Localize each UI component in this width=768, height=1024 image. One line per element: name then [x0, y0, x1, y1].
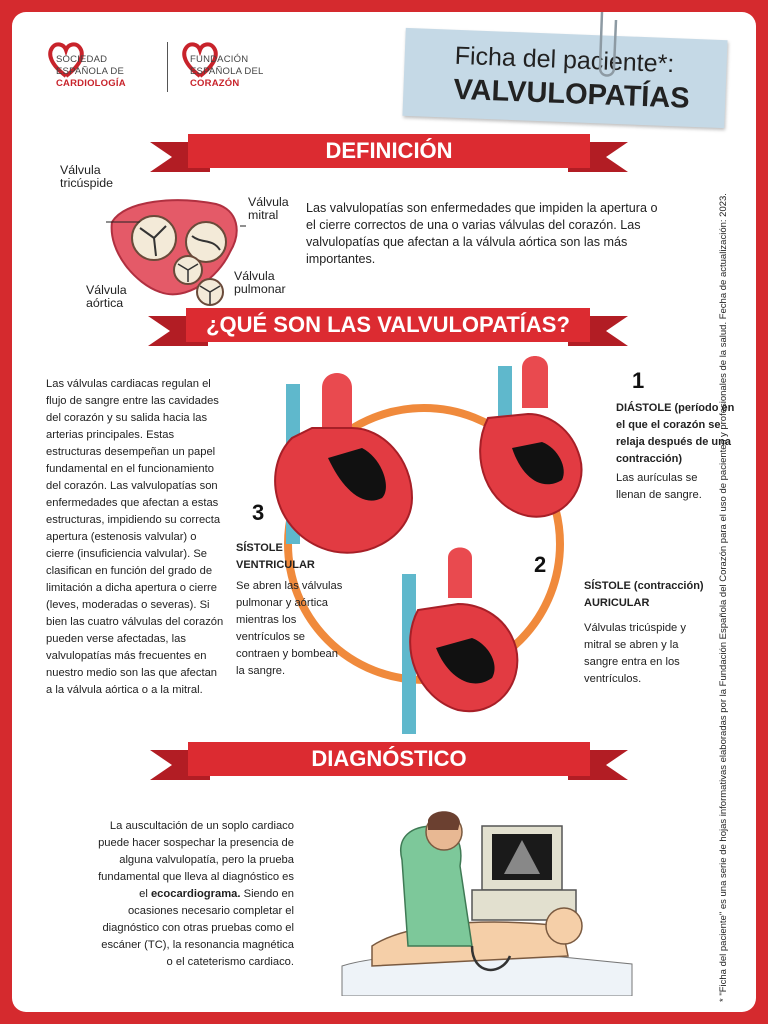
phase-3-title: SÍSTOLE VENTRICULAR	[236, 542, 315, 571]
label-tricuspide: Válvula tricúspide	[60, 163, 114, 190]
heart-diastole-icon	[480, 356, 581, 517]
diagnostico-heading: DIAGNÓSTICO	[188, 742, 590, 776]
fec-logo-line3: CORAZÓN	[190, 78, 240, 89]
sec-logo	[46, 40, 126, 90]
diagnostico-banner	[188, 742, 590, 780]
footnote: * "Ficha del paciente" es una serie de hojas informativas elaboradas por la Fundación Española del Corazón para el uso de pacientes y profesionales de la salud. Fecha de actualización: 2023.	[718, 193, 729, 1002]
sec-logo-line3: CARDIOLOGÍA	[56, 78, 126, 89]
fec-logo-line1: FUNDACIÓN	[190, 54, 249, 65]
label-mitral: Válvula mitral	[248, 195, 289, 222]
heart-systole-auricular-icon	[402, 548, 517, 735]
phase-3-number: 3	[252, 500, 265, 525]
fec-logo-line2: ESPAÑOLA DEL	[190, 66, 264, 77]
fact-sheet-page	[12, 12, 756, 1012]
label-pulmonar: Válvula pulmonar	[234, 269, 286, 296]
definition-text: Las valvulopatías son enfermedades que impiden la apertura o el cierre correctos de una o varias válvulas del corazón. Las valvulopatías que afectan a la válvula aórtica son las más importantes.	[306, 201, 658, 266]
sec-logo-line2: ESPAÑOLA DE	[56, 66, 125, 77]
phase-2-number: 2	[534, 552, 547, 577]
phase-2-title: SÍSTOLE (contracción) AURICULAR	[584, 580, 704, 609]
title-line1: Ficha del paciente*:	[454, 41, 675, 79]
definicion-banner	[188, 134, 590, 172]
echocardiogram-illustration	[332, 796, 642, 996]
que-son-banner	[186, 308, 590, 346]
fec-logo	[180, 40, 264, 90]
title-line2: VALVULOPATÍAS	[452, 73, 691, 115]
paperclip-icon	[590, 12, 620, 86]
que-son-heading: ¿QUÉ SON LAS VALVULOPATÍAS?	[186, 308, 590, 342]
phase-1-title: DIÁSTOLE (período en el que el corazón se relaja después de una contracción)	[616, 402, 735, 465]
definicion-heading: DEFINICIÓN	[188, 134, 590, 168]
diagnosis-text: La auscultación de un soplo cardiaco puede hacer sospechar la presencia de alguna valvulopatía, pero la prueba fundamental que lleva al diagnóstico es el ecocardiograma. Siendo en ocasiones necesario completar el diagnóstico con otras pruebas como el escáner (TC), la resonancia magnética o el cateterismo cardiaco.	[98, 820, 294, 968]
phase-1-number: 1	[632, 368, 645, 393]
phase-1-text: Las aurículas se llenan de sangre.	[616, 472, 702, 501]
phase-2-text: Válvulas tricúspide y mitral se abren y la sangre entra en los ventrículos.	[584, 622, 686, 685]
sec-logo-line1: SOCIEDAD	[56, 54, 108, 65]
logo-divider	[167, 42, 168, 92]
heart-valves-illustration	[106, 192, 246, 312]
title-card	[402, 28, 727, 128]
que-son-text: Las válvulas cardiacas regulan el flujo de sangre entre las cavidades del corazón y su salida hacia las arterias principales. Estas estructuras desempeñan un papel fundamental en el funcionamiento del corazón. Las valvulopatías son enfermedades que afectan a estas estructuras, impidiendo su correcta apertura (estenosis valvular) o cierre (insuficiencia valvular). Se clasifican en función del grado de limitación a dicha apertura o cierre (leves, moderadas o severas). Si bien las cuatro válvulas del corazón pueden verse afectadas, las valvulopatías más frecuentes en nuestro medio son las que afectan a la válvula aórtica o a la mitral.	[46, 378, 224, 696]
heart-systole-ventricular-icon	[275, 373, 412, 553]
label-aortica: Válvula aórtica	[86, 283, 127, 310]
phase-3-text: Se abren las válvulas pulmonar y aórtica mientras los ventrículos se contraen y bombean la sangre.	[236, 580, 343, 677]
